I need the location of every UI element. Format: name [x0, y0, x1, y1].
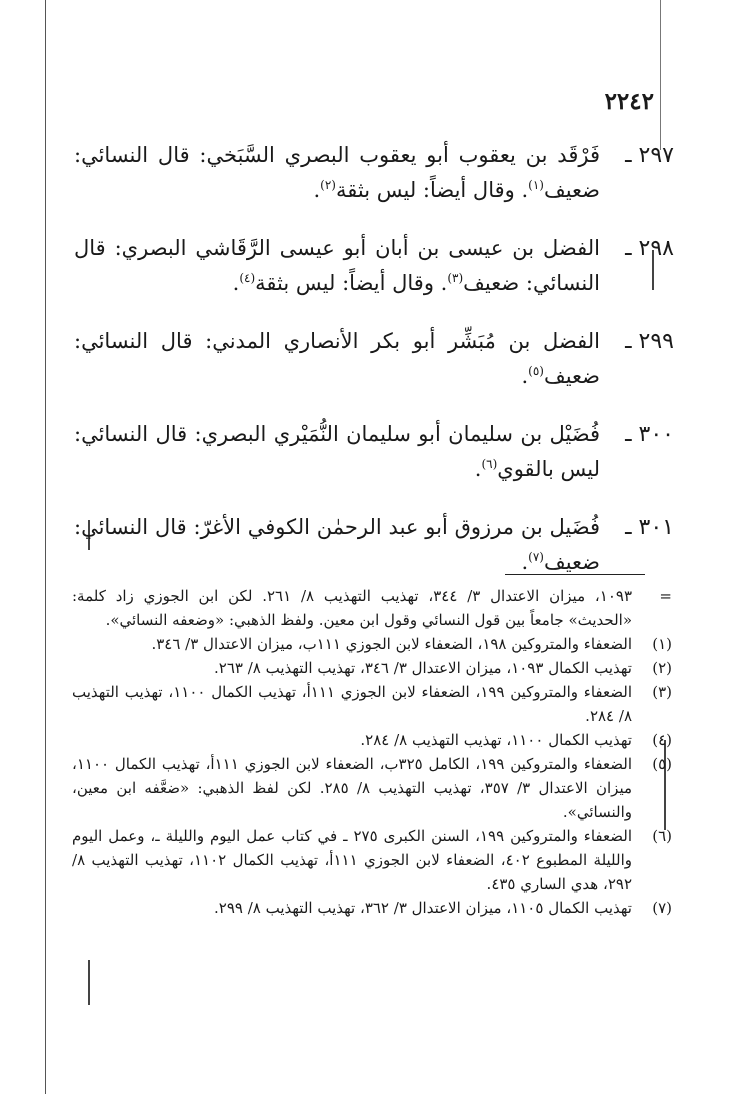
footnote-text: الضعفاء والمتروكين ١٩٩، الضعفاء لابن الجوزي ١١١أ، تهذيب الكمال ١١٠٠، تهذيب التهذيب ٨/ ٢٨٤. — [72, 683, 633, 725]
footnote-ref[interactable]: (١) — [528, 178, 544, 192]
entry-text: فُضَيل بن مرزوق أبو عبد الرحمٰن الكوفي الأغرّ: قال النسائي: ضعيف$^{(٧)}$. — [74, 515, 600, 574]
page-number: ٢٢٤٢ — [604, 88, 654, 115]
footnote-1 — [72, 632, 672, 656]
footnote-marker: (٥) — [652, 755, 672, 773]
footnote-marker: (١) — [652, 635, 672, 653]
footnote-ref[interactable]: (٤) — [239, 271, 256, 285]
entry-text: الفضل بن عيسى بن أبان أبو عيسى الرَّقَاشي البصري: قال النسائي: ضعيف$^{(٣)}$. وقال أيضاً: ليس بثقة$^{(٤)}$. — [74, 236, 600, 295]
footnote-2 — [72, 656, 672, 680]
footnote-marker: (٧) — [652, 899, 672, 917]
entry-299 — [74, 324, 674, 394]
footnote-ref[interactable]: (٥) — [528, 364, 544, 378]
entry-text: فَرْقَد بن يعقوب أبو يعقوب البصري السَّبَخي: قال النسائي: ضعيف$^{(١)}$. وقال أيضاً: ليس بثقة$^{(٢)}$. — [74, 143, 600, 202]
scan-mark-4 — [88, 960, 90, 1005]
entry-number: ٢٩٨ ـ — [625, 236, 674, 261]
entry-number: ٢٩٧ ـ — [625, 143, 674, 168]
footnote-ref[interactable]: (٣) — [447, 271, 464, 285]
footnotes-list — [72, 584, 672, 920]
footnote-separator — [505, 574, 645, 575]
footnote-marker: (٢) — [652, 659, 672, 677]
entry-text: الفضل بن مُبَشِّر أبو بكر الأنصاري المدني: قال النسائي: ضعيف$^{(٥)}$. — [74, 329, 600, 388]
footnote-ref[interactable]: (٦) — [481, 457, 498, 471]
scan-line-right — [660, 0, 661, 150]
footnote-ref[interactable]: (٢) — [320, 178, 336, 192]
footnote-text: تهذيب الكمال ١١٠٥، ميزان الاعتدال ٣/ ٣٦٢، تهذيب التهذيب ٨/ ٢٩٩. — [214, 899, 632, 917]
footnote-text: الضعفاء والمتروكين ١٩٨، الضعفاء لابن الجوزي ١١١ب، ميزان الاعتدال ٣/ ٣٤٦. — [151, 635, 632, 653]
footnote-marker: (٣) — [652, 683, 672, 701]
footnote-text: الضعفاء والمتروكين ١٩٩، الكامل ٣٢٥ب، الضعفاء لابن الجوزي ١١١أ، تهذيب الكمال ١١٠٠، ميزان الاعتدال ٣/ ٣٥٧، تهذيب التهذيب ٨/ ٢٨٥. لكن لفظ الذهبي: «ضعَّفه ابن معين، والنسائي». — [72, 755, 633, 821]
entry-297 — [74, 138, 674, 208]
entry-298 — [74, 231, 674, 301]
footnote-6 — [72, 824, 672, 896]
footnote-marker: (٤) — [652, 731, 672, 749]
entry-text: فُضَيْل بن سليمان أبو سليمان النُّمَيْري البصري: قال النسائي: ليس بالقوي$^{(٦)}$. — [74, 422, 600, 481]
footnote-text: تهذيب الكمال ١١٠٠، تهذيب التهذيب ٨/ ٢٨٤. — [360, 731, 632, 749]
footnote-marker: = — [659, 587, 672, 605]
entries-list — [74, 138, 674, 603]
scan-line-left — [45, 0, 46, 1094]
entry-300 — [74, 417, 674, 487]
footnote-continuation — [72, 584, 672, 632]
footnote-ref[interactable]: (٧) — [528, 550, 544, 564]
footnote-text: ١٠٩٣، ميزان الاعتدال ٣/ ٣٤٤، تهذيب التهذيب ٨/ ٢٦١. لكن ابن الجوزي زاد كلمة: «الحديث» جامعاً بين قول النسائي وقول ابن معين. ولفظ الذهبي: «وضعفه النسائي». — [72, 587, 633, 629]
footnote-text: الضعفاء والمتروكين ١٩٩، السنن الكبرى ٢٧٥ ـ في كتاب عمل اليوم والليلة ـ، وعمل اليوم والليلة المطبوع ٤٠٢، الضعفاء لابن الجوزي ١١١أ، تهذيب الكمال ١١٠٢، تهذيب التهذيب ٨/ ٢٩٢، هدي الساري ٤٣٥. — [72, 827, 633, 893]
entry-number: ٢٩٩ ـ — [625, 329, 674, 354]
footnote-text: تهذيب الكمال ١٠٩٣، ميزان الاعتدال ٣/ ٣٤٦، تهذيب التهذيب ٨/ ٢٦٣. — [214, 659, 632, 677]
entry-number: ٣٠١ ـ — [625, 515, 674, 540]
footnote-marker: (٦) — [652, 827, 672, 845]
entry-number: ٣٠٠ ـ — [625, 422, 674, 447]
footnote-5 — [72, 752, 672, 824]
entry-301 — [74, 510, 674, 580]
footnote-7 — [72, 896, 672, 920]
footnote-3 — [72, 680, 672, 728]
footnote-4 — [72, 728, 672, 752]
